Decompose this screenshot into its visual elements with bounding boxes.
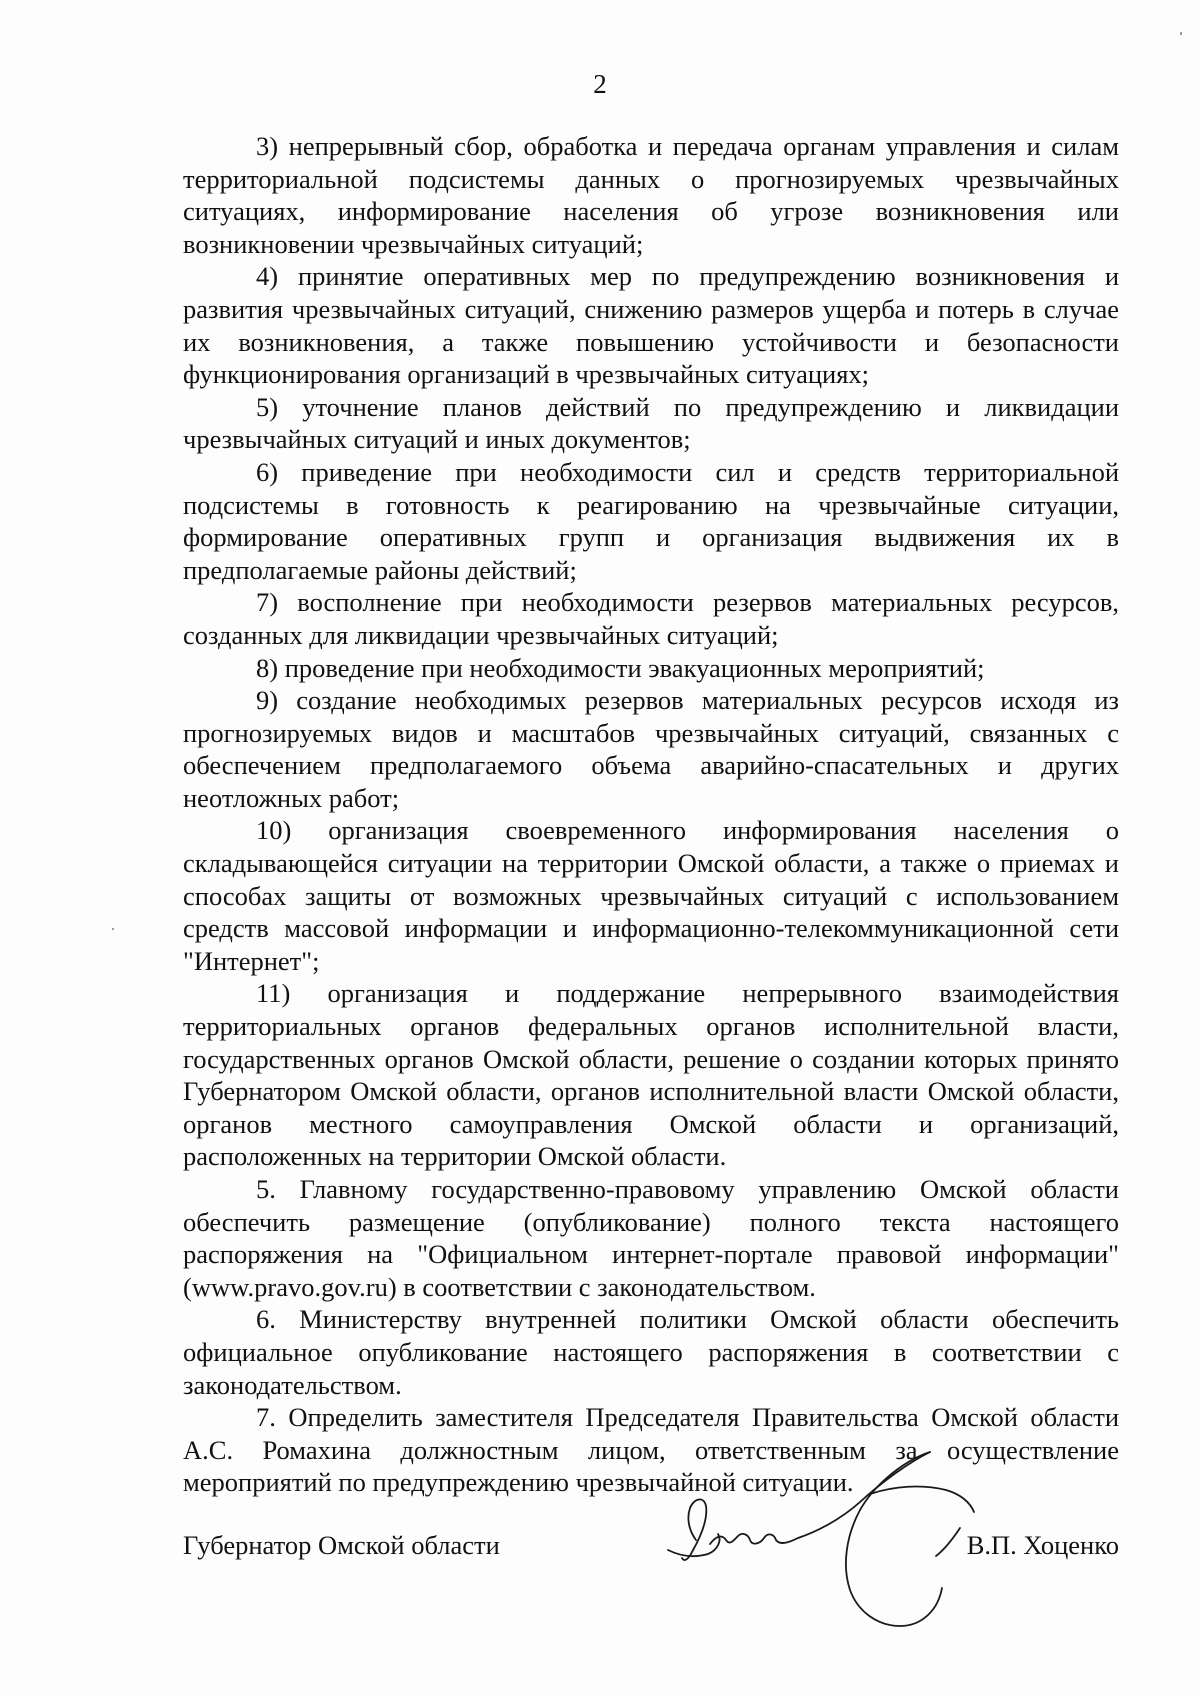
document-body xyxy=(183,130,1119,1499)
clause-6: 6. Министерству внутренней политики Омской области обеспечить официальное опубликование настоящего распоряжения в соответствии с законодательством. xyxy=(183,1304,1119,1400)
list-item-6: 6) приведение при необходимости сил и средств территориальной подсистемы в готовность к реагированию на чрезвычайные ситуации, формирование оперативных групп и организация выдвижения их в предполагаемые районы действий; xyxy=(183,456,1119,585)
scan-mark-top-right xyxy=(1180,32,1182,35)
clause-5: 5. Главному государственно-правовому управлению Омской области обеспечить размещение (опубликование) полного текста настоящего распоряжения на "Официальном интернет-портале правовой информации" (www.pravo.gov.ru) в соответствии с законодательством. xyxy=(183,1174,1119,1302)
list-item-4: 4) принятие оперативных мер по предупреждению возникновения и развития чрезвычайных ситуаций, снижению размеров ущерба и потерь в случае их возникновения, а также повышению устойчивости и безопасности функционирования организаций в чрезвычайных ситуациях; xyxy=(183,261,1119,390)
list-item-9: 9) создание необходимых резервов материальных ресурсов исходя из прогнозируемых видов и масштабов чрезвычайных ситуаций, связанных с обеспечением предполагаемого объема аварийно-спасательных и других неотложных работ; xyxy=(183,685,1119,813)
clause-7: 7. Определить заместителя Председателя Правительства Омской области А.С. Ромахина должностным лицом, ответственным за осуществление мероприятий по предупреждению чрезвычайной ситуации. xyxy=(183,1402,1119,1498)
scan-mark-left xyxy=(112,928,114,930)
page-number: 2 xyxy=(593,69,607,99)
signatory-title: Губернатор Омской области xyxy=(183,1530,500,1560)
list-item-8: 8) проведение при необходимости эвакуационных мероприятий; xyxy=(256,652,985,683)
list-item-11: 11) организация и поддержание непрерывного взаимодействия территориальных органов федеральных органов исполнительной власти, государственных органов Омской области, решение о создании которых принято Губернатором Омской области, органов исполнительной власти Омской области, органов местного самоуправления Омской области и организаций, расположенных на территории Омской области. xyxy=(183,978,1119,1172)
handwritten-signature xyxy=(660,1440,1040,1640)
signatory-name: В.П. Хоценко xyxy=(966,1530,1119,1560)
list-item-10: 10) организация своевременного информирования населения о складывающейся ситуации на территории Омской области, а также о приемах и способах защиты от возможных чрезвычайных ситуаций с использованием средств массовой информации и информационно-телекоммуникационной сети "Интернет"; xyxy=(183,815,1119,976)
list-item-7: 7) восполнение при необходимости резервов материальных ресурсов, созданных для ликвидации чрезвычайных ситуаций; xyxy=(183,587,1119,650)
list-item-3: 3) непрерывный сбор, обработка и передача органам управления и силам территориальной подсистемы данных о прогнозируемых чрезвычайных ситуациях, информирование населения об угрозе возникновения или возникновении чрезвычайных ситуаций; xyxy=(183,131,1119,259)
list-item-5: 5) уточнение планов действий по предупреждению и ликвидации чрезвычайных ситуаций и иных документов; xyxy=(183,391,1119,455)
